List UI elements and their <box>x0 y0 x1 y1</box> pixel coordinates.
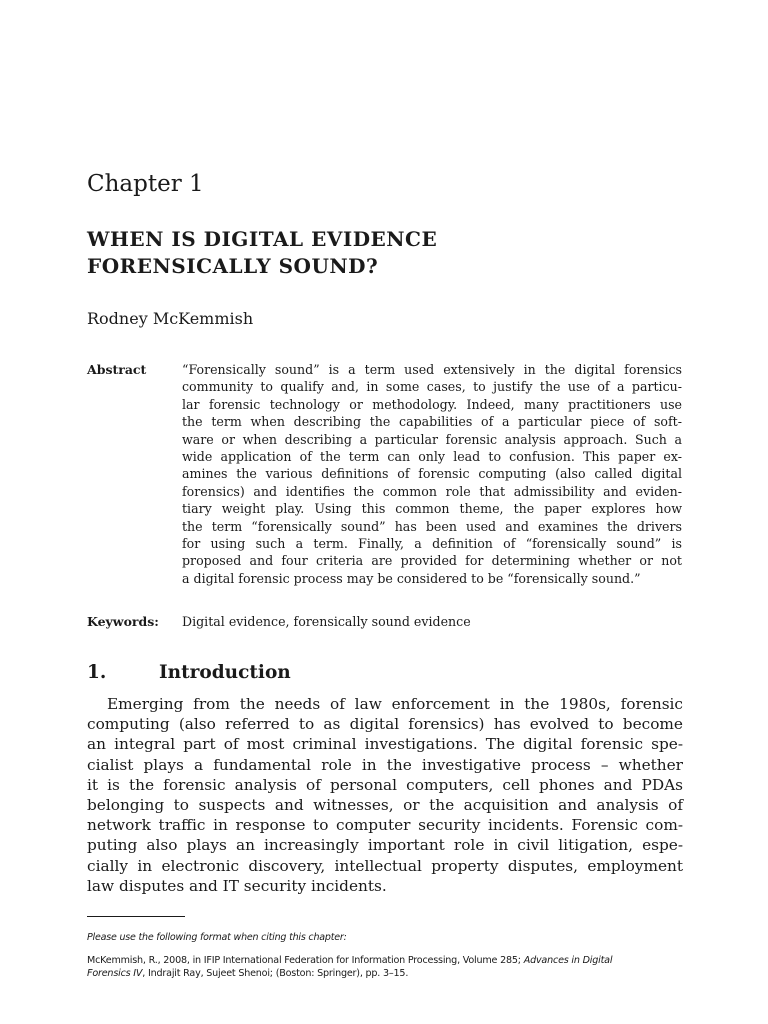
abstract-line: ware or when describing a particular forensic analysis approach. Such a <box>182 431 682 447</box>
section-number: 1. <box>87 662 107 683</box>
keywords-text: Digital evidence, forensically sound evidence <box>182 614 471 629</box>
citation-text <box>87 954 687 980</box>
abstract-line: amines the various definitions of forensic computing (also called digital <box>182 466 682 482</box>
abstract-line: the term when describing the capabilities of a particular piece of soft- <box>182 414 682 430</box>
title-line-2: FORENSICALLY SOUND? <box>87 254 379 278</box>
chapter-title <box>87 226 687 280</box>
paragraph-line: it is the forensic analysis of personal computers, cell phones and PDAs <box>87 775 683 794</box>
abstract-text <box>182 361 682 587</box>
title-line-1: WHEN IS DIGITAL EVIDENCE <box>87 227 438 251</box>
chapter-heading: Chapter 1 <box>87 171 204 197</box>
citation-line-2 <box>87 967 687 980</box>
citation-plain-cont: , Indrajit Ray, Sujeet Shenoi; (Boston: Springer), pp. 3–15. <box>142 968 409 979</box>
paragraph-line: an integral part of most criminal investigations. The digital forensic spe- <box>87 735 683 754</box>
keywords-label: Keywords: <box>87 614 159 629</box>
paragraph-line: cially in electronic discovery, intellectual property disputes, employment <box>87 856 683 875</box>
citation-book-title-cont: Forensics IV <box>87 968 143 979</box>
footnote-rule <box>87 916 185 917</box>
abstract-line: tiary weight play. Using this common theme, the paper explores how <box>182 501 682 517</box>
paragraph-line: puting also plays an increasingly important role in civil litigation, espe- <box>87 836 683 855</box>
citation-plain: McKemmish, R., 2008, in IFIP International Federation for Information Processing, Volume 285; <box>87 955 524 966</box>
paragraph-line: belonging to suspects and witnesses, or the acquisition and analysis of <box>87 796 683 815</box>
paragraph-line: Emerging from the needs of law enforcement in the 1980s, forensic <box>107 695 683 713</box>
citation-book-title: Advances in Digital <box>523 955 613 966</box>
abstract-line: a digital forensic process may be considered to be “forensically sound.” <box>182 570 641 586</box>
introduction-paragraph <box>87 694 683 896</box>
abstract-line: community to qualify and, in some cases, to justify the use of a particu- <box>182 379 682 395</box>
paragraph-line: computing (also referred to as digital forensics) has evolved to become <box>87 715 683 734</box>
citation-instruction: Please use the following format when citing this chapter: <box>87 932 347 943</box>
section-title: Introduction <box>159 662 291 683</box>
abstract-line: wide application of the term can only lead to confusion. This paper ex- <box>182 449 682 465</box>
abstract-line: proposed and four criteria are provided for determining whether or not <box>182 553 682 569</box>
abstract-line: for using such a term. Finally, a definition of “forensically sound” is <box>182 536 682 552</box>
paragraph-line: law disputes and IT security incidents. <box>87 876 387 895</box>
abstract-line: the term “forensically sound” has been used and examines the drivers <box>182 518 682 534</box>
citation-line-1 <box>87 954 687 967</box>
abstract-line: “Forensically sound” is a term used extensively in the digital forensics <box>182 362 682 377</box>
abstract-line: forensics) and identifies the common role that admissibility and eviden- <box>182 483 682 499</box>
author-name: Rodney McKemmish <box>87 309 254 328</box>
paragraph-line: cialist plays a fundamental role in the investigative process – whether <box>87 755 683 774</box>
paragraph-line: network traffic in response to computer security incidents. Forensic com- <box>87 816 683 835</box>
abstract-label: Abstract <box>87 362 147 377</box>
abstract-line: lar forensic technology or methodology. Indeed, many practitioners use <box>182 396 682 412</box>
